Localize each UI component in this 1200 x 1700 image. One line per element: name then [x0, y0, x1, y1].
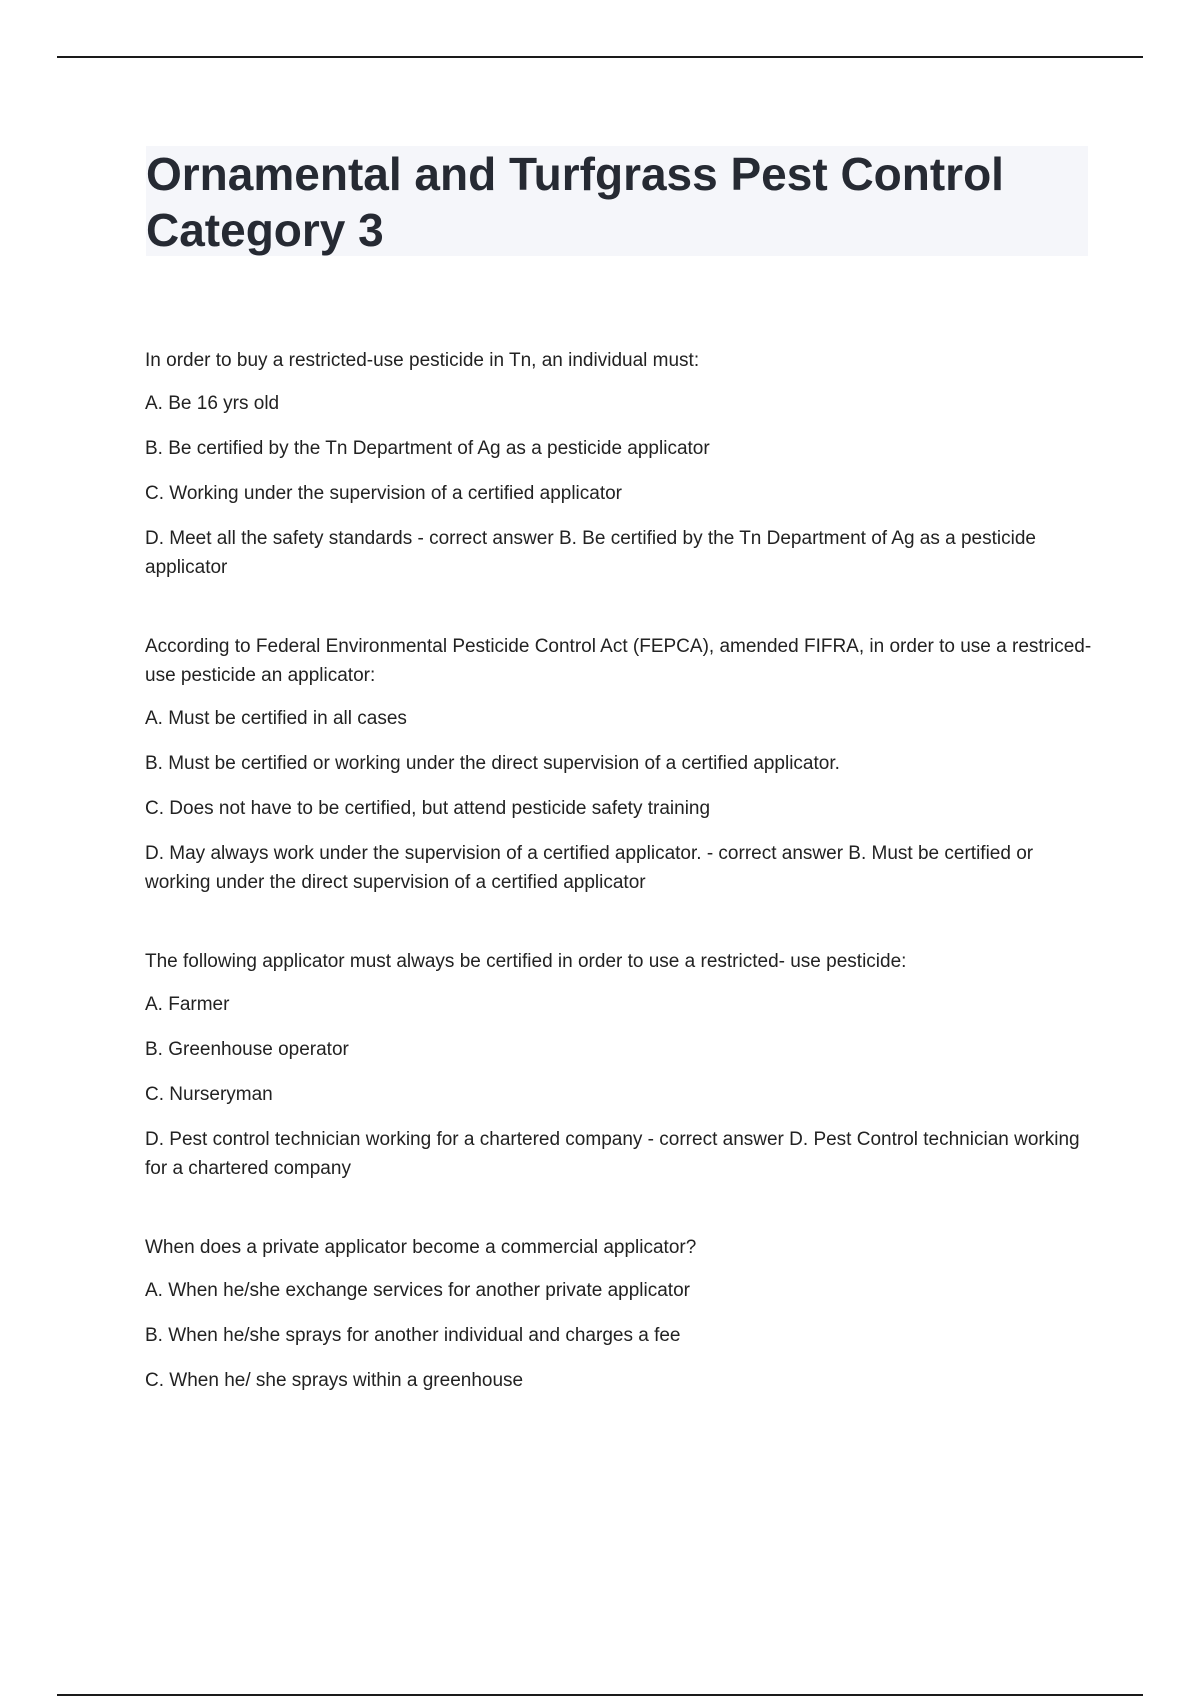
answer-option: C. Nurseryman — [145, 1084, 273, 1105]
answer-option: B. Be certified by the Tn Department of Ag as a pesticide applicator — [145, 438, 710, 459]
answer-option: B. Greenhouse operator — [145, 1039, 349, 1060]
title-block — [146, 146, 1088, 256]
question-text: The following applicator must always be certified in order to use a restricted- use pesticide: — [145, 951, 907, 972]
bottom-rule — [57, 1694, 1143, 1696]
answer-option: B. Must be certified or working under the direct supervision of a certified applicator. — [145, 753, 840, 774]
top-rule — [57, 56, 1143, 58]
page-title: Ornamental and Turfgrass Pest Control Category 3 — [146, 148, 1004, 256]
answer-option-with-correct-answer: D. Meet all the safety standards - correct answer B. Be certified by the Tn Department of Ag as a pesticide applicator — [145, 528, 1036, 578]
questions-list — [145, 346, 1095, 1445]
question-text: When does a private applicator become a commercial applicator? — [145, 1237, 697, 1258]
answer-option: C. Does not have to be certified, but attend pesticide safety training — [145, 798, 711, 819]
answer-option: A. Must be certified in all cases — [145, 708, 407, 729]
question-text: In order to buy a restricted-use pesticide in Tn, an individual must: — [145, 350, 700, 371]
question-text: According to Federal Environmental Pesticide Control Act (FEPCA), amended FIFRA, in order to use a restriced- use pesticide an applicator: — [145, 636, 1092, 686]
answer-option: A. Be 16 yrs old — [145, 393, 280, 414]
answer-option: C. Working under the supervision of a certified applicator — [145, 483, 623, 504]
question-3 — [145, 947, 1095, 1183]
question-1 — [145, 346, 1095, 582]
answer-option-with-correct-answer: D. May always work under the supervision of a certified applicator. - correct answer B. Must be certified or working under the direct supervision of a certified applicator — [145, 843, 1034, 893]
answer-option: C. When he/ she sprays within a greenhouse — [145, 1370, 524, 1391]
answer-option: A. Farmer — [145, 994, 230, 1015]
answer-option-with-correct-answer: D. Pest control technician working for a chartered company - correct answer D. Pest Control technician working for a chartered company — [145, 1129, 1080, 1179]
question-2 — [145, 632, 1095, 897]
answer-option: A. When he/she exchange services for another private applicator — [145, 1280, 690, 1301]
question-4 — [145, 1233, 1095, 1395]
answer-option: B. When he/she sprays for another individual and charges a fee — [145, 1325, 681, 1346]
